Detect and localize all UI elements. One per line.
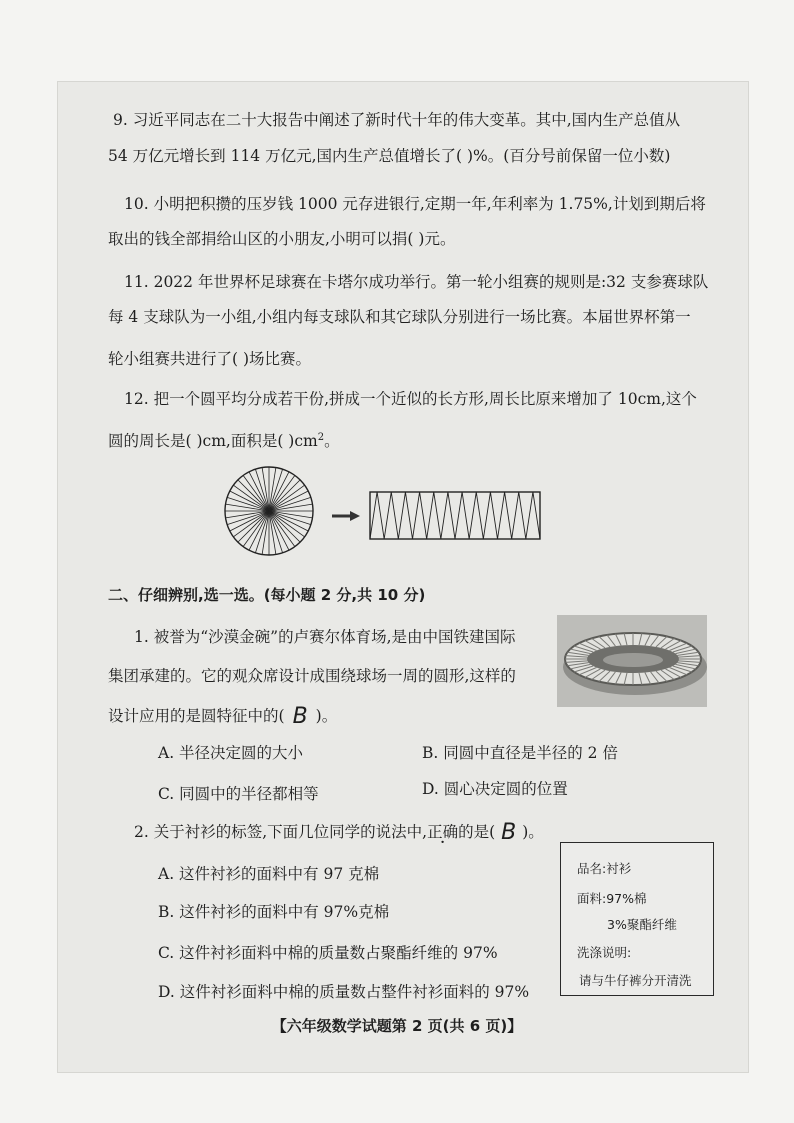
s2q2-stem-b: 的是(	[458, 823, 496, 841]
s2q2-stem-c: )。	[522, 823, 544, 841]
shirt-label-box	[560, 842, 714, 996]
stadium-photo	[557, 615, 707, 707]
s2q1-option-c: C. 同圆中的半径都相等	[158, 785, 319, 803]
arrow-icon	[332, 511, 360, 521]
s2q2-option-a: A. 这件衬衫的面料中有 97 克棉	[158, 865, 380, 883]
s2q1-line3	[108, 703, 337, 728]
s2q1-option-d: D. 圆心决定圆的位置	[422, 780, 568, 798]
s2q1-option-a: A. 半径决定圆的大小	[158, 744, 304, 762]
q12-line2	[108, 426, 340, 453]
s2q1-line1: 1. 被誉为“沙漠金碗”的卢赛尔体育场,是由中国铁建国际	[134, 628, 516, 646]
section2-title: 二、仔细辨别,选一选。(每小题 2 分,共 10 分)	[108, 586, 426, 604]
q12-line1: 12. 把一个圆平均分成若干份,拼成一个近似的长方形,周长比原来增加了 10cm,这个	[124, 390, 697, 408]
s2q1-stem-end: )。	[315, 707, 338, 725]
circle-sector-line	[233, 485, 269, 511]
circle-sector-line	[269, 511, 295, 547]
circle-sector-line	[269, 485, 305, 511]
label-fabric: 面料:97%棉	[577, 891, 647, 906]
circle-sector-line	[233, 511, 269, 537]
label-wash: 请与牛仔裤分开清洗	[579, 973, 692, 988]
q12-unit-sup: 2	[317, 432, 325, 443]
q10-line2: 取出的钱全部捐给山区的小朋友,小明可以捐( )元。	[108, 230, 456, 248]
s2q2-option-b: B. 这件衬衫的面料中有 97%克棉	[158, 903, 390, 921]
label-wash-title: 洗涤说明:	[577, 945, 632, 960]
s2q1-option-b: B. 同圆中直径是半径的 2 倍	[422, 744, 618, 762]
s2q1-line2: 集团承建的。它的观众席设计成围绕球场一周的圆形,这样的	[108, 667, 516, 685]
q11-line1: 11. 2022 年世界杯足球赛在卡塔尔成功举行。第一轮小组赛的规则是:32 支参赛球队	[124, 273, 709, 291]
circle-to-rectangle-diagram	[222, 466, 542, 566]
divided-circle	[225, 467, 313, 555]
q9-line2: 54 万亿元增长到 114 万亿元,国内生产总值增长了( )%。(百分号前保留一位小数)	[108, 147, 671, 165]
circle-sector-line	[269, 475, 295, 511]
s2q2-handwritten-answer: B	[501, 820, 517, 845]
label-name: 品名:衬衫	[577, 861, 632, 876]
approximate-rectangle	[370, 492, 540, 539]
circle-sector-line	[269, 511, 305, 537]
s2q1-handwritten-answer: B	[292, 704, 308, 729]
s2q2-option-c: C. 这件衬衫面料中棉的质量数占聚酯纤维的 97%	[158, 944, 498, 962]
q12-line2-end: 。	[324, 432, 340, 451]
circle-sector-line	[243, 475, 269, 511]
label-fabric2: 3%聚酯纤维	[607, 917, 677, 932]
q9-line1: 9. 习近平同志在二十大报告中阐述了新时代十年的伟大变革。其中,国内生产总值从	[113, 111, 681, 129]
s2q2-stem-a: 2. 关于衬衫的标签,下面几位同学的说法中,	[134, 823, 428, 841]
q10-line1: 10. 小明把积攒的压岁钱 1000 元存进银行,定期一年,年利率为 1.75%,计划到期后将	[124, 195, 706, 213]
q11-line3: 轮小组赛共进行了( )场比赛。	[108, 350, 312, 368]
s2q2-stem-emphasis: 正确	[427, 823, 459, 841]
s2q2-option-d: D. 这件衬衫面料中棉的质量数占整件衬衫面料的 97%	[158, 983, 530, 1001]
circle-sector-line	[243, 511, 269, 547]
rectangle-zigzag	[370, 492, 540, 539]
q12-line2-text: 圆的周长是( )cm,面积是( )cm	[108, 432, 318, 451]
page-footer: 【六年级数学试题第 2 页(共 6 页)】	[271, 1017, 523, 1035]
q11-line2: 每 4 支球队为一小组,小组内每支球队和其它球队分别进行一场比赛。本届世界杯第一	[108, 308, 691, 326]
s2q1-stem: 设计应用的是圆特征中的(	[108, 707, 285, 725]
s2q2-stem	[134, 819, 544, 844]
